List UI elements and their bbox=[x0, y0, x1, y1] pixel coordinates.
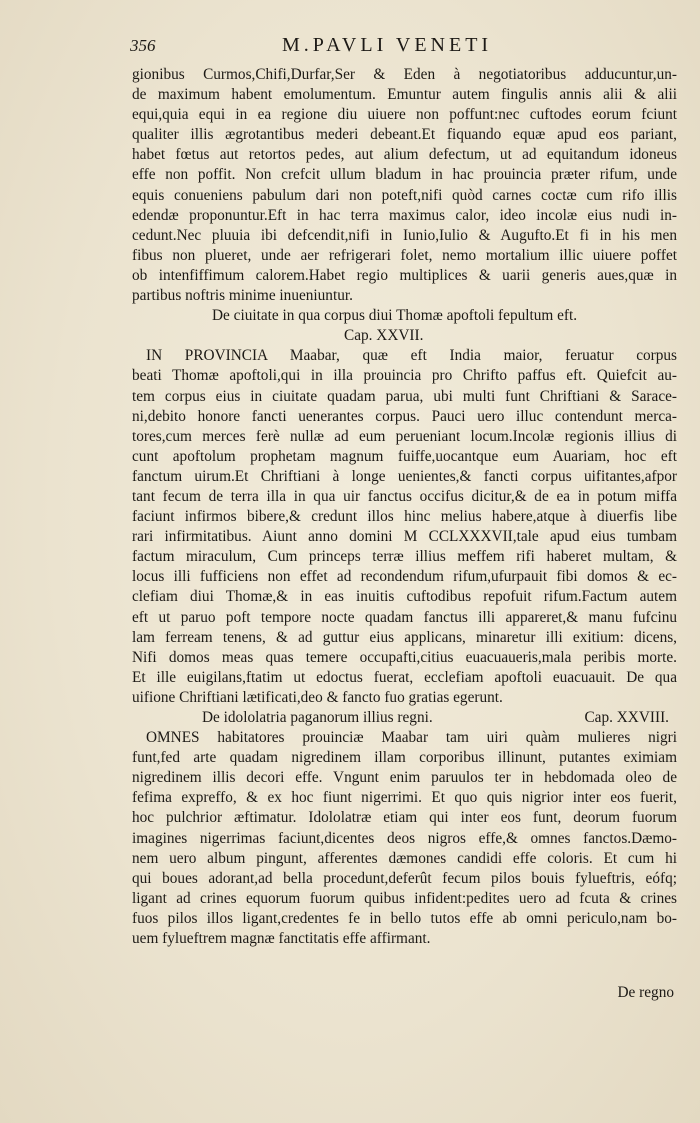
text-line: fuos pilos illos ligant,credentes fe in bello tutos effe ab omni periculo,nam bo- bbox=[132, 909, 677, 927]
running-head bbox=[130, 34, 675, 64]
text-line: rari infirmitatibus. Aiunt anno domini M CCLXXXVII,tale apud eius tumbam bbox=[132, 528, 677, 546]
text-line: ob intenfiffimum calorem.Habet regio multiplices & uarii generis aues,quæ in bbox=[132, 266, 677, 284]
text-line: uifione Chriftiani lætificati,deo & fancto fuo gratias egerunt. bbox=[132, 688, 503, 706]
text-line: habet fœtus aut retortos pedes, aut alium defectum, ut ad equitandum idoneus bbox=[132, 146, 677, 164]
text-line: ligant ad crines equorum fuorum quibus infident:pedites uero ad fcuta & crines bbox=[132, 889, 677, 907]
text-line: IN PROVINCIA Maabar, quæ eft India maior, feruatur corpus bbox=[146, 347, 677, 365]
text-line: qualiter illis ægrotantibus mederi debeant.Et fiquando equæ apud eos pariant, bbox=[132, 126, 677, 144]
chapter-heading-row bbox=[132, 708, 677, 728]
text-line: qui boues adorant,ad bella procedunt,deferût fecum pilos bouis fylueftris, eófq; bbox=[132, 869, 677, 887]
text-line: tem corpus eius in ciuitate quadam parua, ubi multi funt Chriftiani & Sarace- bbox=[132, 387, 677, 405]
chapter-heading: De idololatria paganorum illius regni. bbox=[202, 709, 433, 726]
text-line: fefima expreffo, & ex hoc fiunt nigerrimi. Et quo quis nigrior inter eos fuerit, bbox=[132, 789, 677, 807]
text-line: nem uero album pingunt, afferentes dæmones candidi effe coloris. Et cum hi bbox=[132, 849, 677, 867]
text-line: partibus noftris minime inueniuntur. bbox=[132, 287, 353, 305]
catchword: De regno bbox=[617, 984, 674, 1001]
text-line: lam ferream tenens, & ad guttur eius applicans, minaretur illi exitium: dicens, bbox=[132, 628, 677, 646]
text-line: imagines nigerrimas faciunt,dicentes deos nigros effe,& omnes fanctos.Dæmo- bbox=[132, 829, 677, 847]
page-number: 356 bbox=[130, 36, 156, 55]
section-continued-text bbox=[132, 65, 677, 306]
body-text bbox=[132, 65, 677, 949]
text-line: tores,cum merces ferè nullæ ad eum perueniant locum.Incolæ regionis illius di bbox=[132, 427, 677, 445]
text-line: fibus non plueret, unde aer refrigerari folet, nemo mortalium illic uiuere poffet bbox=[132, 246, 677, 264]
chapter-28-text bbox=[132, 728, 677, 949]
text-line: ni,debito honore fancti uenerantes corpus. Pauci uero illuc contendunt merca- bbox=[132, 407, 677, 425]
text-line: edendæ proponuntur.Eft in hac terra maximus calor, ideo incolæ eius nudi in- bbox=[132, 206, 677, 224]
text-line: effe non poffit. Non crefcit ullum bladum in hac prouincia præter rifum, unde bbox=[132, 166, 677, 184]
text-line: Nifi domos meas quas temere occupafti,citius euacuaueris,mala peribis morte. bbox=[132, 648, 677, 666]
chapter-number: Cap. XXVIII. bbox=[584, 709, 669, 726]
chapter-27-text bbox=[132, 346, 677, 708]
text-line: locus illi fufficiens non effet ad recondendum rifum,ufurpauit fibi domos & ec- bbox=[132, 568, 677, 586]
text-line: Et ille euigilans,ftatim ut edoctus fuerat, ecclefiam apoftoli euacuauit. De qua bbox=[132, 668, 677, 686]
text-line: de maximum habent emolumentum. Emuntur autem fingulis annis alii & alii bbox=[132, 86, 677, 104]
text-line: funt,fed arte quadam nigredinem illam corporibus illinunt, putantes eximiam bbox=[132, 749, 677, 767]
text-line: eft ut paruo poft tempore nocte quadam fanctus illi appareret,& manu fufcinu bbox=[132, 608, 677, 626]
chapter-heading: De ciuitate in qua corpus diui Thomæ apoftoli fepultum eft. bbox=[212, 307, 578, 325]
text-line: equi,quia equi in ea regione diu uiuere non poffunt:nec cuftodes eorum fciunt bbox=[132, 106, 677, 124]
text-line: clefiam diui Thomæ,& in eas inuitis cuftodibus repofuit rifum.Factum autem bbox=[132, 588, 677, 606]
text-line: gionibus Curmos,Chifi,Durfar,Ser & Eden à negotiatoribus adducuntur,un- bbox=[132, 66, 677, 83]
text-line: nigredinem illis decori effe. Vngunt enim paruulos ter in hebdomada oleo de bbox=[132, 769, 677, 787]
text-line: tant fecum de terra illa in qua uir fanctus occifus dicitur,& de ea in potum miffa bbox=[132, 487, 677, 505]
text-line: cunt apoftolum prophetam magnum fuiffe,uocantque eum Auariam, hoc eft bbox=[132, 447, 677, 465]
text-line: faciunt infirmos bibere,& credunt illos hinc melius habere,atque à diuerfis libe bbox=[132, 508, 677, 526]
text-line: beati Thomæ apoftoli,qui in illa prouincia pro Chrifto paffus eft. Quiefcit au- bbox=[132, 367, 677, 385]
chapter-number: Cap. XXVII. bbox=[344, 327, 424, 345]
text-line: uem fylueftrem magnæ fanctitatis effe affirmant. bbox=[132, 930, 431, 948]
text-line: hoc pulchrior æftimatur. Idololatræ etiam qui inter eos funt, deorum fuorum bbox=[132, 809, 677, 827]
text-line: OMNES habitatores prouinciæ Maabar tam uiri quàm mulieres nigri bbox=[146, 729, 677, 747]
text-line: factum miraculum, Cum princeps terræ illius meffem rifi haberet multam, & bbox=[132, 548, 677, 566]
running-title: M.PAVLI VENETI bbox=[282, 34, 493, 56]
text-line: fanctum uirum.Et Chriftiani à longe uenientes,& fancti corpus uifitantes,afpor bbox=[132, 467, 677, 485]
text-line: cedunt.Nec pluuia ibi defcendit,nifi in Iunio,Iulio & Augufto.Et fi in his men bbox=[132, 226, 677, 244]
text-line: equis conueniens pabulum dari non poteft,nifi quòd carnes coctæ cum rifo illis bbox=[132, 186, 677, 204]
